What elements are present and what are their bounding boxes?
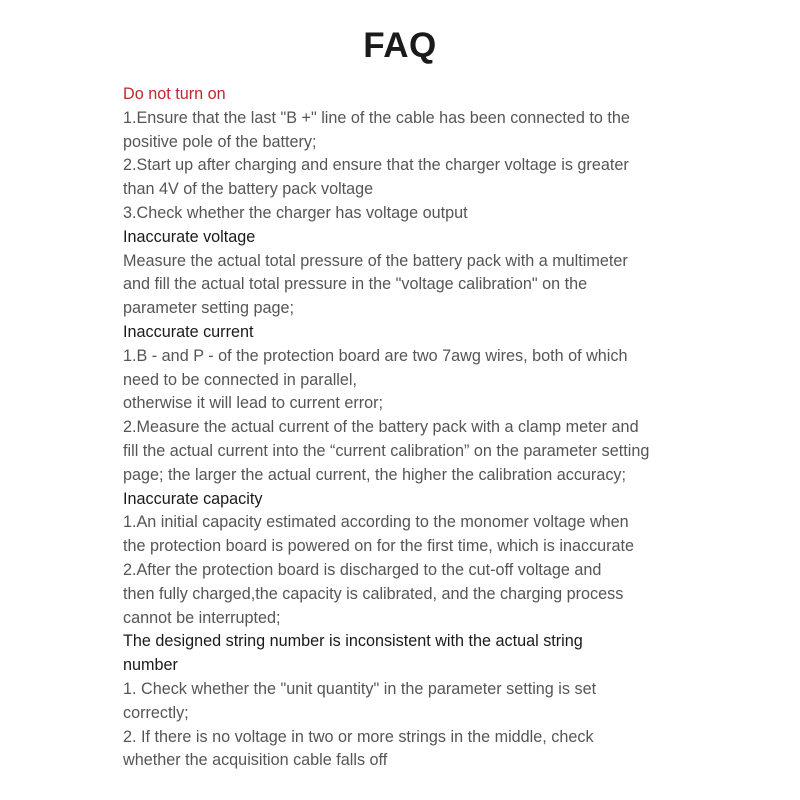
faq-heading-string-number: The designed string number is inconsistent with the actual string [123, 632, 583, 651]
faq-line: whether the acquisition cable falls off [123, 751, 388, 770]
page-title: FAQ [363, 26, 437, 65]
faq-line: fill the actual current into the “current calibration” on the parameter setting [123, 441, 650, 460]
faq-heading-inaccurate-voltage: Inaccurate voltage [123, 227, 256, 246]
faq-line: 1.Ensure that the last "B +" line of the cable has been connected to the [123, 108, 630, 127]
faq-line: 2.Measure the actual current of the battery pack with a clamp meter and [123, 418, 639, 437]
faq-line: 3.Check whether the charger has voltage output [123, 203, 468, 222]
faq-line: Measure the actual total pressure of the battery pack with a multimeter [123, 251, 628, 270]
faq-line: 1. Check whether the "unit quantity" in the parameter setting is set [123, 679, 597, 698]
faq-line: need to be connected in parallel, [123, 370, 357, 389]
faq-heading-string-number-cont: number [123, 656, 178, 675]
faq-heading-do-not-turn-on: Do not turn on [123, 85, 226, 103]
faq-line: correctly; [123, 703, 189, 722]
faq-line: then fully charged,the capacity is calibrated, and the charging process [123, 584, 624, 603]
faq-line: the protection board is powered on for the first time, which is inaccurate [123, 537, 635, 556]
faq-heading-inaccurate-capacity: Inaccurate capacity [123, 489, 263, 508]
faq-line: 2.Start up after charging and ensure that the charger voltage is greater [123, 156, 629, 175]
faq-line: 2.After the protection board is discharged to the cut-off voltage and [123, 560, 602, 579]
faq-line: 1.B - and P - of the protection board are two 7awg wires, both of which [123, 346, 628, 365]
faq-line: parameter setting page; [123, 299, 294, 318]
faq-line: positive pole of the battery; [123, 132, 317, 151]
faq-line: and fill the actual total pressure in the "voltage calibration" on the [123, 275, 588, 294]
faq-line: 1.An initial capacity estimated according to the monomer voltage when [123, 513, 629, 532]
faq-line: cannot be interrupted; [123, 608, 281, 627]
faq-line: 2. If there is no voltage in two or more strings in the middle, check [123, 727, 594, 746]
faq-heading-inaccurate-current: Inaccurate current [123, 322, 254, 341]
faq-content [123, 83, 703, 773]
faq-line: than 4V of the battery pack voltage [123, 180, 374, 199]
faq-line: otherwise it will lead to current error; [123, 394, 383, 413]
faq-line: page; the larger the actual current, the higher the calibration accuracy; [123, 465, 627, 484]
